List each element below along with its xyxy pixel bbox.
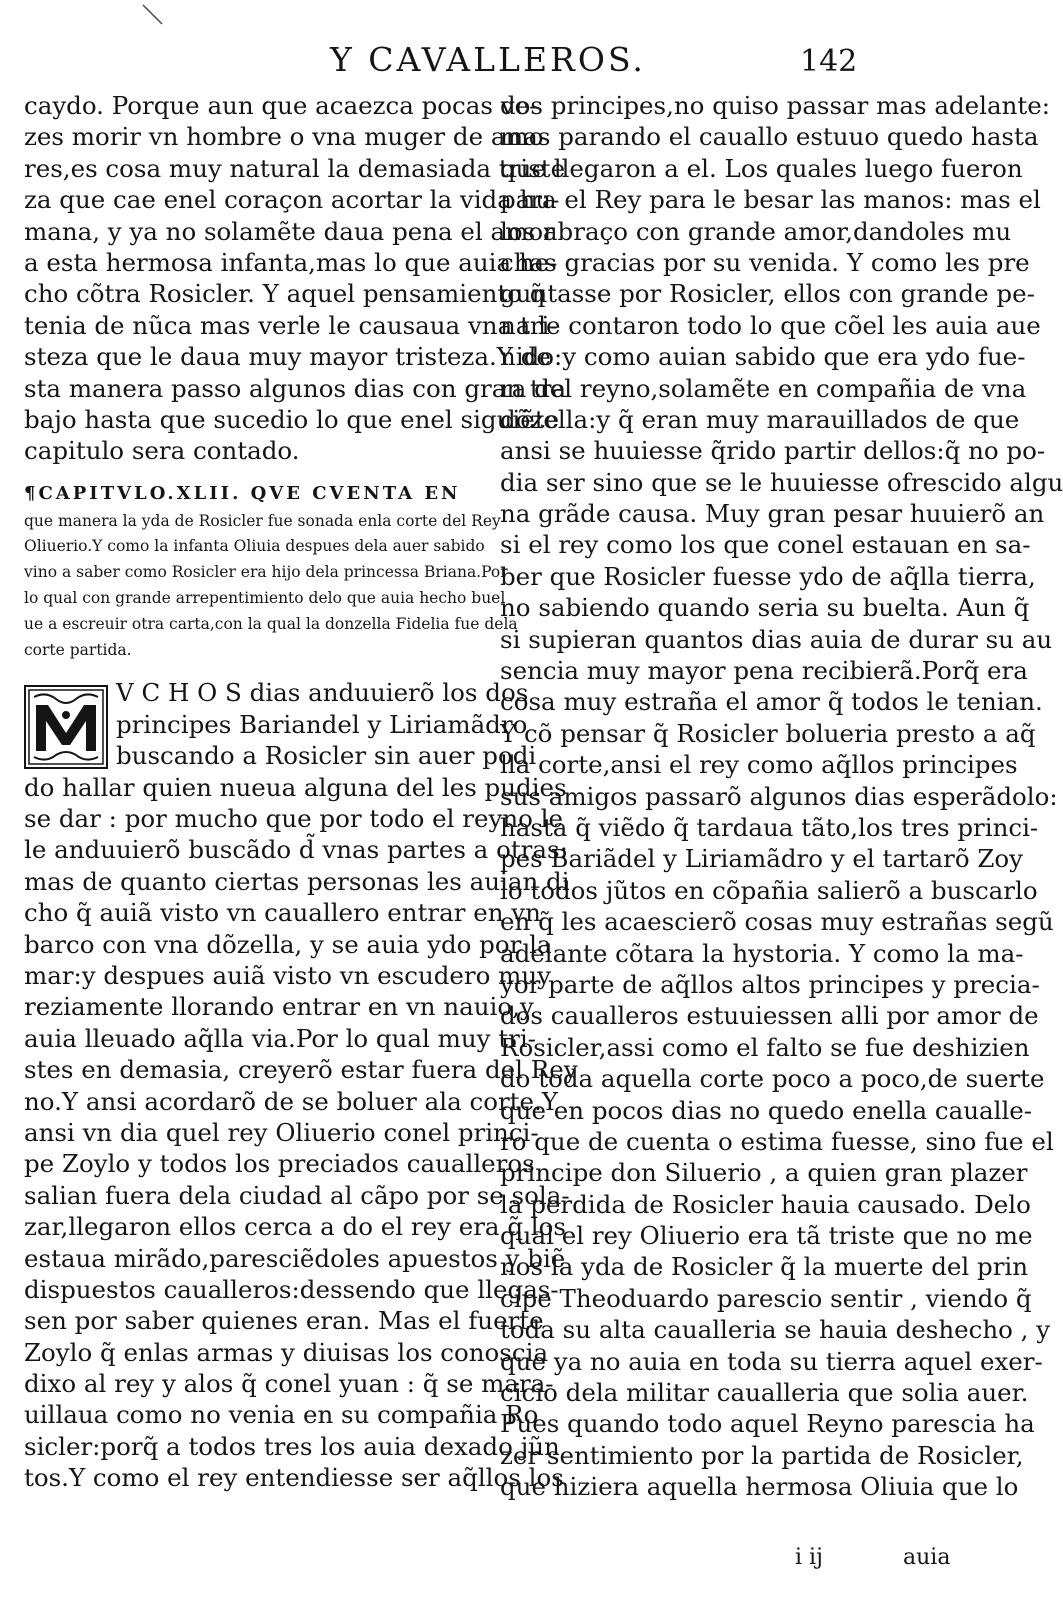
text-line: Zoylo q̃ enlas armas y diuisas los conoscia [24, 1337, 549, 1367]
chapter-heading-block [24, 479, 518, 664]
text-line: si el rey como los que conel estauan en sa- [500, 530, 1031, 560]
text-line: nido:y como auian sabido que era ydo fue- [500, 342, 1026, 372]
text-line: le anduuierõ buscãdo d̃ vnas partes a otras: [24, 835, 568, 865]
text-line: cicio dela militar caualleria que solia auer. [500, 1378, 1029, 1408]
text-line: nos la yda de Rosicler q̃ la muerte del prin [500, 1252, 1029, 1282]
signature-mark: i ij [795, 1545, 823, 1570]
chapter-title: ¶CAPITVLO.XLII. QVE CVENTA EN [24, 482, 461, 504]
text-line: Rosicler,assi como el falto se fue deshizien [500, 1032, 1030, 1062]
text-line: en q̃ les acaescierõ cosas muy estrañas segũ [500, 907, 1054, 937]
text-line: zer sentimiento por la partida de Rosicler, [500, 1440, 1024, 1470]
text-line: ra del reyno,solamẽte en compañia de vna [500, 373, 1027, 403]
text-line: chas gracias por su venida. Y como les pre [500, 247, 1030, 277]
text-line: principe don Siluerio , a quien gran plazer [500, 1158, 1028, 1188]
text-line: si supieran quantos dias auia de durar su au [500, 624, 1053, 654]
left-text-before-chapter [24, 90, 567, 467]
text-line: yor parte de aq̃llos altos principes y precia- [500, 969, 1040, 999]
text-line: res,es cosa muy natural la demasiada triste [24, 153, 566, 183]
running-header: Y CAVALLEROS. [330, 40, 646, 79]
text-line: uillaua como no venia en su compañia Ro [24, 1400, 539, 1430]
text-line: que llegaron a el. Los quales luego fueron [500, 153, 1023, 183]
text-line: na grãde causa. Muy gran pesar huuierõ an [500, 499, 1045, 529]
text-line: sus amigos passarõ algunos dias esperãdolo: [500, 781, 1058, 811]
text-line: ansi se huuiesse q̃rido partir dellos:q̃ no po- [500, 436, 1046, 466]
text-line: sencia muy mayor pena recibierã.Porq̃ era [500, 656, 1028, 686]
text-line: dos principes,no quiso passar mas adelante: [500, 91, 1050, 120]
text-line: zes morir vn hombre o vna muger de amo [24, 122, 544, 152]
text-line: guntasse por Rosicler, ellos con grande pe- [500, 279, 1035, 309]
text-line: reziamente llorando entrar en vn nauio,y [24, 992, 534, 1022]
text-line: que en pocos dias no quedo enella caualle- [500, 1095, 1033, 1125]
text-line: que manera la yda de Rosicler fue sonada enla corte del Rey [24, 511, 501, 530]
text-line: Oliuerio.Y como la infanta Oliuia despues dela auer sabido [24, 537, 485, 556]
text-line: mana, y ya no solamẽte daua pena el amor [24, 216, 555, 246]
text-line: caydo. Porque aun que acaezca pocas ve- [24, 91, 538, 120]
text-line: pe Zoylo y todos los preciados caualleros [24, 1149, 535, 1179]
text-line: bajo hasta que sucedio lo que enel siguiẽte [24, 404, 560, 434]
text-line: capitulo sera contado. [24, 436, 300, 466]
text-line: ber que Rosicler fuesse ydo de aq̃lla tierra, [500, 561, 1036, 591]
text-line: zar,llegaron ellos cerca a do el rey era q̃ los [24, 1212, 566, 1242]
text-line: do hallar quien nueua alguna del les pudies [24, 772, 567, 802]
left-column [24, 90, 578, 1494]
catchword: auia [903, 1545, 951, 1570]
text-line: estaua mirãdo,paresciẽdoles apuestos y biẽ [24, 1243, 566, 1273]
text-line: tos.Y como el rey entendiesse ser aq̃llos los [24, 1463, 564, 1493]
text-line: vino a saber como Rosicler era hijo dela princessa Briana.Por [24, 563, 508, 582]
stray-pen-mark [140, 2, 166, 28]
text-line: Pues quando todo aquel Reyno parescia ha [500, 1409, 1035, 1439]
text-line: cipe Theoduardo parescio sentir , viendo q̃ [500, 1283, 1032, 1313]
text-line: hasta q̃ viẽdo q̃ tardaua tãto,los tres princi- [500, 812, 1039, 842]
text-line: sicler:porq̃ a todos tres los auia dexado jũn [24, 1431, 560, 1461]
text-line: dos caualleros estuuiessen alli por amor de [500, 1001, 1039, 1031]
text-line: do toda aquella corte poco a poco,de suerte [500, 1064, 1045, 1094]
chapter-summary [24, 509, 518, 664]
text-line: tenia de nũca mas verle le causaua vna tri- [24, 310, 558, 340]
text-line: cho q̃ auiã visto vn cauallero entrar en vn [24, 898, 541, 928]
text-line: stes en demasia, creyerõ estar fuera del Rey [24, 1055, 578, 1085]
text-line: ansi vn dia quel rey Oliuerio conel princi- [24, 1117, 539, 1147]
text-line: la perdida de Rosicler hauia causado. Delo [500, 1189, 1031, 1219]
text-line: lla corte,ansi el rey como aq̃llos principes [500, 750, 1018, 780]
text-line: cosa muy estraña el amor q̃ todos le tenian. [500, 687, 1043, 717]
left-text-after-initial [24, 772, 578, 1494]
text-line: dispuestos caualleros:dessendo que llegas- [24, 1274, 559, 1304]
text-line: auia lleuado aq̃lla via.Por lo qual muy tri- [24, 1023, 536, 1053]
text-line: adelante cõtara la hystoria. Y como la ma- [500, 938, 1024, 968]
text-line: barco con vna dõzella, y se auia ydo por la [24, 929, 552, 959]
text-line: toda su alta caualleria se hauia deshecho , y [500, 1315, 1051, 1345]
text-line: V C H O S dias anduuierõ los dos [116, 678, 529, 708]
text-line: a esta hermosa infanta,mas lo que auia he- [24, 247, 558, 277]
text-line: buscando a Rosicler sin auer podi [116, 741, 537, 771]
text-line: cho cõtra Rosicler. Y aquel pensamiento q̃ [24, 279, 546, 309]
text-line: lo qual con grande arrepentimiento delo que auia hecho buel [24, 589, 506, 608]
text-line: mas de quanto ciertas personas les auian di [24, 866, 570, 896]
text-line: que ya no auia en toda su tierra aquel exer- [500, 1346, 1043, 1376]
text-line: se dar : por mucho que por todo el reyno le [24, 804, 563, 834]
text-line: salian fuera dela ciudad al cãpo por se sola- [24, 1180, 570, 1210]
text-line: sen por saber quienes eran. Mas el fuerte [24, 1306, 544, 1336]
decorated-initial-paragraph [24, 677, 537, 771]
text-line: Y cõ pensar q̃ Rosicler bolueria presto a aq̃ [500, 718, 1036, 748]
text-line: los abraço con grande amor,dandoles mu [500, 216, 1012, 246]
text-line: za que cae enel coraçon acortar la vida hu- [24, 185, 560, 215]
text-line: mas parando el cauallo estuuo quedo hasta [500, 122, 1039, 152]
text-line: ue a escreuir otra carta,con la qual la donzella Fidelia fue dela [24, 614, 518, 633]
text-line: qual el rey Oliuerio era tã triste que no me [500, 1221, 1033, 1251]
text-line: corte partida. [24, 640, 132, 659]
folio-number: 142 [800, 44, 858, 79]
text-line: na le contaron todo lo que cõel les auia aue [500, 310, 1041, 340]
text-line: lo todos jũtos en cõpañia salierõ a buscarlo [500, 875, 1038, 905]
text-line: dõzella:y q̃ eran muy marauillados de que [500, 404, 1020, 434]
text-line: ro que de cuenta o estima fuesse, sino fue el [500, 1126, 1054, 1156]
text-line: principes Bariandel y Liriamãdro [116, 709, 528, 739]
text-line: steza que le daua muy mayor tristeza.Y de [24, 342, 551, 372]
text-line: pes Bariãdel y Liriamãdro y el tartarõ Zoy [500, 844, 1024, 874]
text-line: dixo al rey y alos q̃ conel yuan : q̃ se mara- [24, 1369, 554, 1399]
text-line: sta manera passo algunos dias con gran tra [24, 373, 567, 403]
text-line: dia ser sino que se le huuiesse ofrescido algu [500, 467, 1063, 497]
text-line: para el Rey para le besar las manos: mas el [500, 185, 1041, 215]
text-line: no sabiendo quando seria su buelta. Aun q̃ [500, 593, 1030, 623]
text-line: mar:y despues auiã visto vn escudero muy [24, 960, 552, 990]
text-line: que hiziera aquella hermosa Oliuia que lo [500, 1472, 1019, 1502]
decorated-initial-m-icon [24, 685, 108, 769]
right-column [500, 90, 1063, 1503]
text-line: no.Y ansi acordarõ de se boluer ala corte.Y [24, 1086, 558, 1116]
